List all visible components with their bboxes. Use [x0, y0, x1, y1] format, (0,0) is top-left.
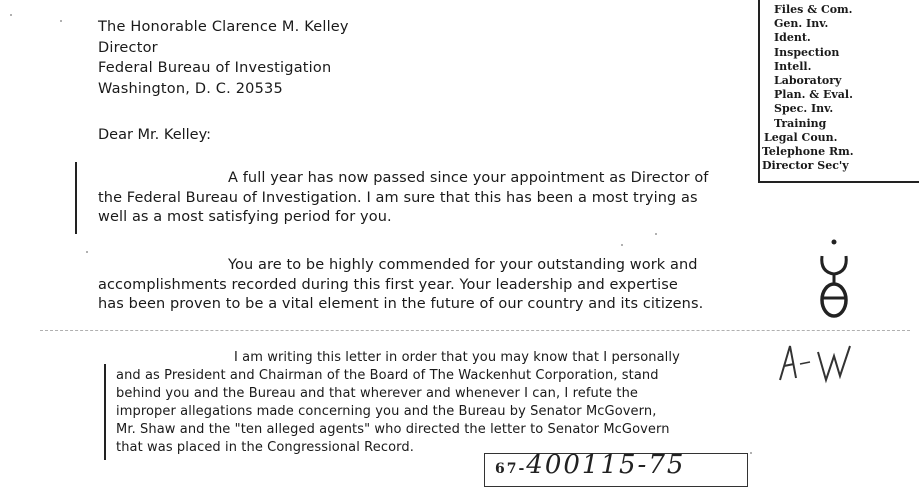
paragraph-3-line-5: Mr. Shaw and the "ten alleged agents" who directed the letter to Senator McGovern [116, 422, 670, 437]
routing-item: Spec. Inv. [774, 102, 834, 116]
margin-mark-2 [104, 364, 106, 460]
routing-item: Ident. [774, 31, 811, 45]
routing-slip [758, 0, 919, 183]
routing-item: Legal Coun. [764, 130, 838, 144]
page-divider [40, 330, 910, 331]
paragraph-3-line-2: and as President and Chairman of the Board of The Wackenhut Corporation, stand [116, 368, 659, 383]
routing-item: Plan. & Eval. [774, 88, 853, 102]
paragraph-2 [98, 256, 758, 315]
routing-item: Inspection [774, 45, 840, 59]
routing-item: Intell. [774, 59, 812, 73]
file-number-value: 400115-75 [526, 450, 686, 480]
paragraph-3-line-3: behind you and the Bureau and that wherever and whenever I can, I refute the [116, 386, 639, 401]
paragraph-1-line-3: well as a most satisfying period for you. [98, 209, 392, 225]
recipient-title: Director [98, 39, 158, 56]
recipient-organization: Federal Bureau of Investigation [98, 60, 332, 76]
salutation: Dear Mr. Kelley: [98, 127, 211, 143]
paragraph-3-line-4: improper allegations made concerning you and the Bureau by Senator McGovern, [116, 404, 657, 419]
routing-item: Laboratory [774, 74, 842, 88]
recipient-city: Washington, D. C. 20535 [98, 80, 283, 97]
file-number [495, 450, 685, 480]
routing-item: Telephone Rm. [762, 145, 854, 159]
recipient-name: The Honorable Clarence M. Kelley [98, 19, 349, 35]
paragraph-2-line-1: You are to be highly commended for your outstanding work and [228, 257, 698, 273]
paragraph-3-line-6: that was placed in the Congressional Record. [116, 440, 414, 455]
file-number-prefix: 67- [495, 461, 527, 477]
paragraph-1 [98, 169, 758, 228]
handwritten-initials [776, 340, 866, 390]
paragraph-3 [116, 349, 746, 457]
routing-item: Files & Com. [774, 3, 853, 16]
recipient-address [98, 17, 349, 99]
paragraph-2-line-3: has been proven to be a vital element in the future of our country and its citizens. [98, 296, 704, 312]
handwritten-stamp-mark [814, 238, 854, 323]
routing-item: Director Sec'y [762, 159, 849, 173]
paragraph-1-line-1: A full year has now passed since your appointment as Director of [228, 170, 709, 186]
paragraph-1-line-2: the Federal Bureau of Investigation. I am sure that this has been a most trying as [98, 189, 698, 206]
paragraph-3-line-1: I am writing this letter in order that you may know that I personally [234, 350, 680, 365]
routing-item: Gen. Inv. [774, 17, 829, 31]
paragraph-2-line-2: accomplishments recorded during this first year. Your leadership and expertise [98, 276, 678, 293]
routing-item: Training [774, 116, 827, 130]
margin-mark-1 [75, 162, 77, 234]
